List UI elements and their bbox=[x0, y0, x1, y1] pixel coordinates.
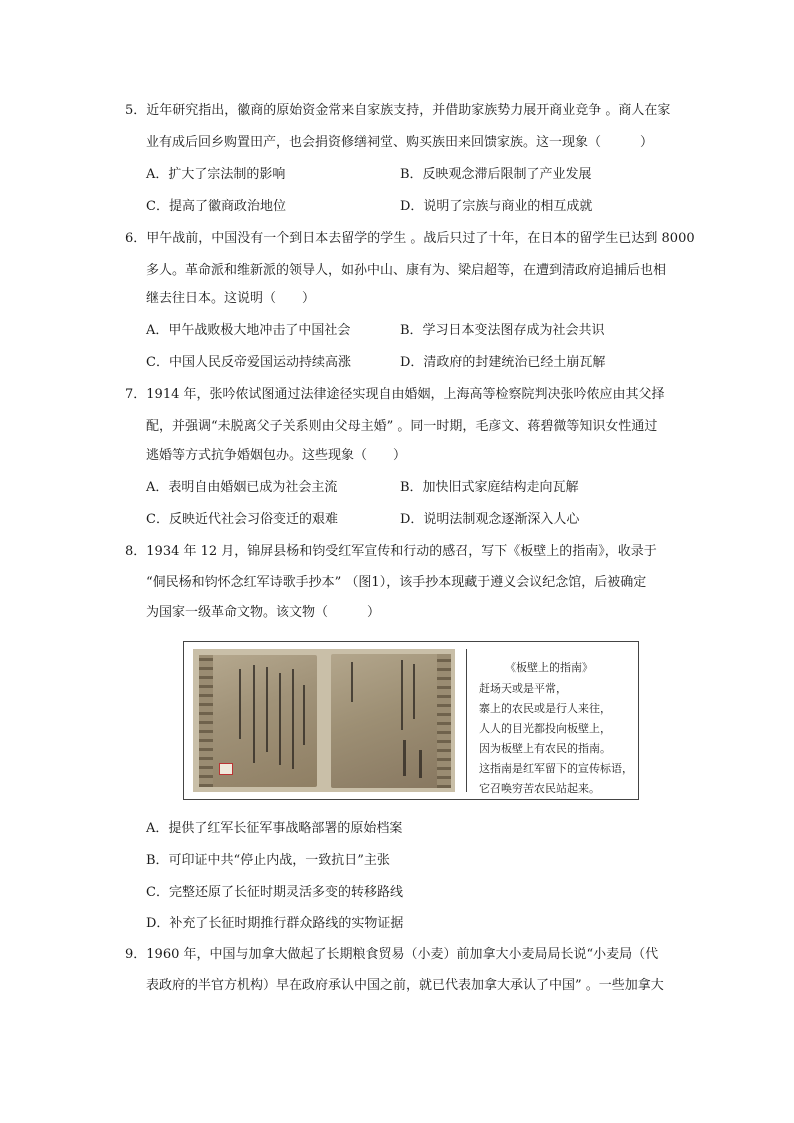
q7-option-a[interactable]: A．表明自由婚姻已成为社会主流 bbox=[146, 480, 338, 495]
q6-option-c[interactable]: C．中国人民反帝爱国运动持续高涨 bbox=[146, 355, 351, 370]
poem-line: 寨上的农民或是行人来往， bbox=[479, 702, 611, 715]
q6-stem-line1: 6．甲午战前，中国没有一个到日本去留学的学生 。战后只过了十年，在日本的留学生已达到 8000 bbox=[125, 231, 695, 246]
poem-line: 人人的目光都投向板壁上， bbox=[479, 722, 611, 735]
q7-stem-line3: 逃婚等方式抗争婚姻包办。这些现象（ ） bbox=[146, 448, 407, 463]
poem-title: 《板壁上的指南》 bbox=[505, 661, 593, 674]
q9-stem-line1: 9．1960 年，中国与加拿大做起了长期粮食贸易（小麦）前加拿大小麦局局长说“小麦局（代 bbox=[125, 947, 659, 962]
q7-stem-line1: 7．1914 年，张吟侬试图通过法律途径实现自由婚姻，上海高等检察院判决张吟侬应由其父择 bbox=[125, 387, 665, 402]
poem-line: 它召唤穷苦农民站起来。 bbox=[479, 782, 600, 795]
q7-option-d[interactable]: D．说明法制观念逐渐深入人心 bbox=[400, 512, 580, 527]
q5-option-d[interactable]: D．说明了宗族与商业的相互成就 bbox=[400, 199, 593, 214]
q7-option-b[interactable]: B．加快旧式家庭结构走向瓦解 bbox=[400, 480, 579, 495]
poem-line: 这指南是红军留下的宣传标语， bbox=[479, 762, 633, 775]
q6-option-a[interactable]: A．甲午战败极大地冲击了中国社会 bbox=[146, 323, 351, 338]
q9-stem-line2: 表政府的半官方机构）早在政府承认中国之前，就已代表加拿大承认了中国” 。一些加拿大 bbox=[146, 978, 664, 993]
q5-stem-line1: 5．近年研究指出，徽商的原始资金常来自家族支持，并借助家族势力展开商业竞争 。商人在家 bbox=[125, 103, 671, 118]
q8-option-d[interactable]: D．补充了长征时期推行群众路线的实物证据 bbox=[146, 916, 404, 931]
manuscript-book-left bbox=[199, 655, 317, 787]
q8-option-c[interactable]: C．完整还原了长征时期灵活多变的转移路线 bbox=[146, 885, 403, 900]
poem-panel bbox=[466, 649, 633, 795]
q6-stem-line3: 继去往日本。这说明（ ） bbox=[146, 291, 316, 306]
q8-stem-line3: 为国家一级革命文物。该文物（ ） bbox=[146, 605, 381, 620]
manuscript-photo bbox=[193, 649, 455, 792]
label-tag bbox=[219, 763, 233, 775]
figure-1 bbox=[183, 641, 639, 800]
poem-line: 因为板壁上有农民的指南。 bbox=[479, 742, 611, 755]
q5-option-a[interactable]: A．扩大了宗法制的影响 bbox=[146, 167, 286, 182]
q6-option-b[interactable]: B．学习日本变法图存成为社会共识 bbox=[400, 323, 605, 338]
manuscript-book-right bbox=[331, 654, 451, 788]
q8-option-a[interactable]: A．提供了红军长征军事战略部署的原始档案 bbox=[146, 821, 403, 836]
q6-stem-line2: 多人。革命派和维新派的领导人，如孙中山、康有为、梁启超等，在遭到清政府追捕后也相 bbox=[146, 263, 667, 278]
q5-stem-line2: 业有成后回乡购置田产，也会捐资修缮祠堂、购买族田来回馈家族。这一现象（ ） bbox=[146, 135, 654, 150]
q5-option-b[interactable]: B．反映观念滞后限制了产业发展 bbox=[400, 167, 592, 182]
q7-stem-line2: 配，并强调“未脱离父子关系则由父母主婚” 。同一时期，毛彦文、蒋碧微等知识女性通过 bbox=[146, 419, 658, 434]
poem-line: 赶场天或是平常， bbox=[479, 682, 567, 695]
q7-option-c[interactable]: C．反映近代社会习俗变迁的艰难 bbox=[146, 512, 338, 527]
q8-option-b[interactable]: B．可印证中共“停止内战，一致抗日”主张 bbox=[146, 853, 390, 868]
q8-stem-line1: 8．1934 年 12 月，锦屏县杨和钧受红军宣传和行动的感召，写下《板壁上的指南》，收录于 bbox=[125, 544, 657, 559]
q5-option-c[interactable]: C．提高了徽商政治地位 bbox=[146, 199, 286, 214]
q6-option-d[interactable]: D．清政府的封建统治已经土崩瓦解 bbox=[400, 355, 606, 370]
q8-stem-line2: “侗民杨和钧怀念红军诗歌手抄本” （图1），该手抄本现藏于遵义会议纪念馆，后被确定 bbox=[146, 575, 647, 590]
